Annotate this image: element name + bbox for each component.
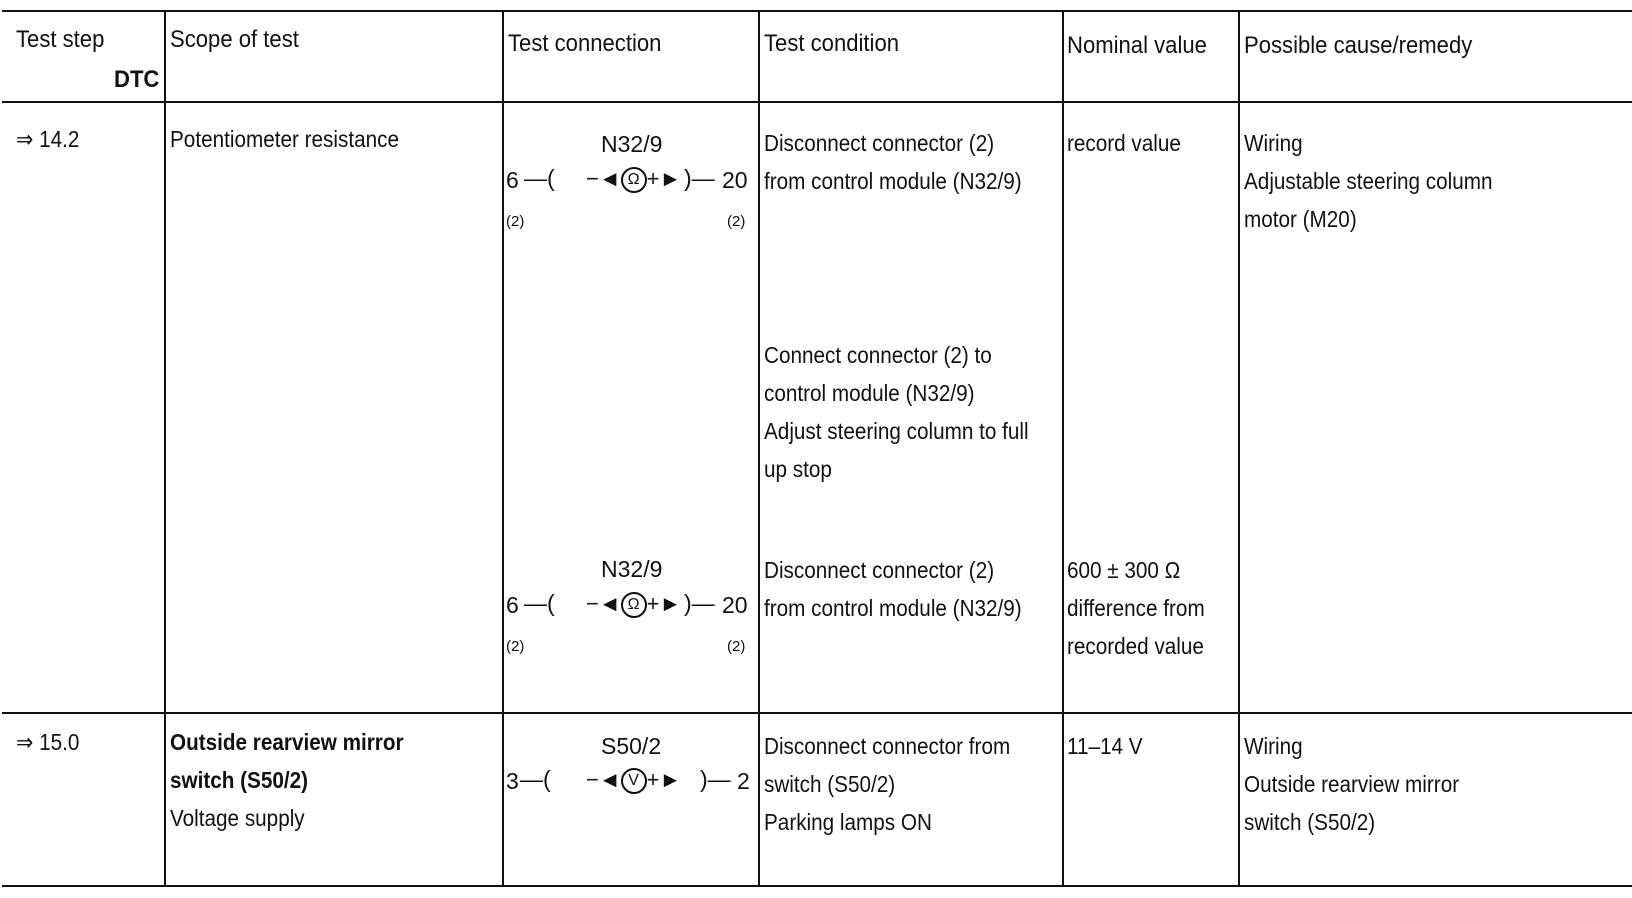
table-top-rule — [2, 10, 1632, 12]
nominal-line: record value — [1067, 130, 1181, 156]
column-divider-2 — [502, 10, 504, 886]
right-pin-number: 20 — [722, 167, 748, 193]
left-pin-number: 6 — [506, 167, 519, 193]
condition-line: up stop — [764, 456, 832, 482]
cause-line: switch (S50/2) — [1244, 809, 1376, 835]
possible-cause — [1244, 727, 1459, 841]
scope-line: Voltage supply — [170, 805, 305, 831]
negative-arrow-icon: −◄ — [586, 591, 621, 616]
left-pin-number: 6 — [506, 592, 519, 618]
nominal-line: recorded value — [1067, 633, 1204, 659]
left-pin-connector: —( — [524, 590, 555, 616]
condition-line: from control module (N32/9) — [764, 168, 1022, 194]
left-pin-number: 3 — [506, 768, 519, 794]
nominal-value — [1067, 551, 1205, 665]
test-condition — [764, 551, 1022, 627]
scope-title: switch (S50/2) — [170, 767, 309, 793]
header-condition: Test condition — [764, 30, 900, 57]
condition-line: control module (N32/9) — [764, 380, 975, 406]
nominal-line: 11–14 V — [1067, 733, 1143, 759]
meter-circle-icon: V — [621, 768, 647, 794]
right-pin-number: 20 — [722, 592, 748, 618]
condition-line: Disconnect connector (2) — [764, 557, 995, 583]
condition-line: switch (S50/2) — [764, 771, 896, 797]
meter-circle-icon: Ω — [621, 167, 647, 193]
condition-line: from control module (N32/9) — [764, 595, 1022, 621]
column-divider-1 — [164, 10, 166, 886]
header-dtc: DTC — [114, 66, 160, 93]
negative-arrow-icon: −◄ — [586, 767, 621, 792]
header-bottom-rule — [2, 101, 1632, 103]
right-pin-number: 2 — [737, 768, 750, 794]
nominal-value — [1067, 727, 1143, 765]
scope-text: Potentiometer resistance — [170, 126, 399, 152]
cause-line: motor (M20) — [1244, 206, 1357, 232]
left-pin-connector-id: (2) — [506, 638, 525, 655]
header-connection: Test connection — [508, 30, 662, 57]
header-scope: Scope of test — [170, 26, 299, 53]
nominal-line: difference from — [1067, 595, 1205, 621]
test-condition — [764, 727, 1010, 841]
possible-cause — [1244, 124, 1493, 238]
nominal-line: 600 ± 300 Ω — [1067, 557, 1181, 583]
positive-arrow-icon: +► — [646, 591, 682, 616]
cause-line: Wiring — [1244, 130, 1303, 156]
header-nominal: Nominal value — [1067, 32, 1207, 59]
column-divider-5 — [1238, 10, 1240, 886]
header-test-step: Test step — [16, 26, 105, 53]
ohmmeter-symbol — [586, 166, 681, 193]
test-condition — [764, 336, 1029, 488]
left-pin-connector: —( — [520, 766, 551, 792]
negative-arrow-icon: −◄ — [586, 166, 621, 191]
condition-line: Connect connector (2) to — [764, 342, 992, 368]
right-pin-connector: )— — [684, 165, 715, 191]
condition-line: Disconnect connector (2) — [764, 130, 995, 156]
condition-line: Disconnect connector from — [764, 733, 1011, 759]
right-pin-connector-id: (2) — [727, 213, 746, 230]
ohmmeter-symbol — [586, 591, 681, 618]
column-divider-3 — [758, 10, 760, 886]
row-separator — [2, 712, 1632, 714]
cause-line: Outside rearview mirror — [1244, 771, 1460, 797]
scope-text — [170, 723, 404, 837]
nominal-value — [1067, 124, 1181, 162]
meter-circle-icon: Ω — [621, 592, 647, 618]
header-cause: Possible cause/remedy — [1244, 32, 1473, 59]
left-pin-connector: —( — [524, 165, 555, 191]
table-bottom-rule — [2, 885, 1632, 887]
component-label: S50/2 — [601, 733, 662, 759]
left-pin-connector-id: (2) — [506, 213, 525, 230]
test-step-number: ⇒ 15.0 — [16, 729, 80, 755]
cause-line: Adjustable steering column — [1244, 168, 1493, 194]
voltmeter-symbol — [586, 767, 681, 794]
test-condition — [764, 124, 1022, 200]
test-step-number: ⇒ 14.2 — [16, 126, 80, 152]
condition-line: Parking lamps ON — [764, 809, 932, 835]
right-pin-connector: )— — [700, 766, 731, 792]
component-label: N32/9 — [601, 131, 663, 157]
condition-line: Adjust steering column to full — [764, 418, 1029, 444]
component-label: N32/9 — [601, 556, 663, 582]
positive-arrow-icon: +► — [646, 166, 682, 191]
column-divider-4 — [1062, 10, 1064, 886]
positive-arrow-icon: +► — [646, 767, 682, 792]
right-pin-connector-id: (2) — [727, 638, 746, 655]
scope-title: Outside rearview mirror — [170, 729, 404, 755]
right-pin-connector: )— — [684, 590, 715, 616]
cause-line: Wiring — [1244, 733, 1303, 759]
